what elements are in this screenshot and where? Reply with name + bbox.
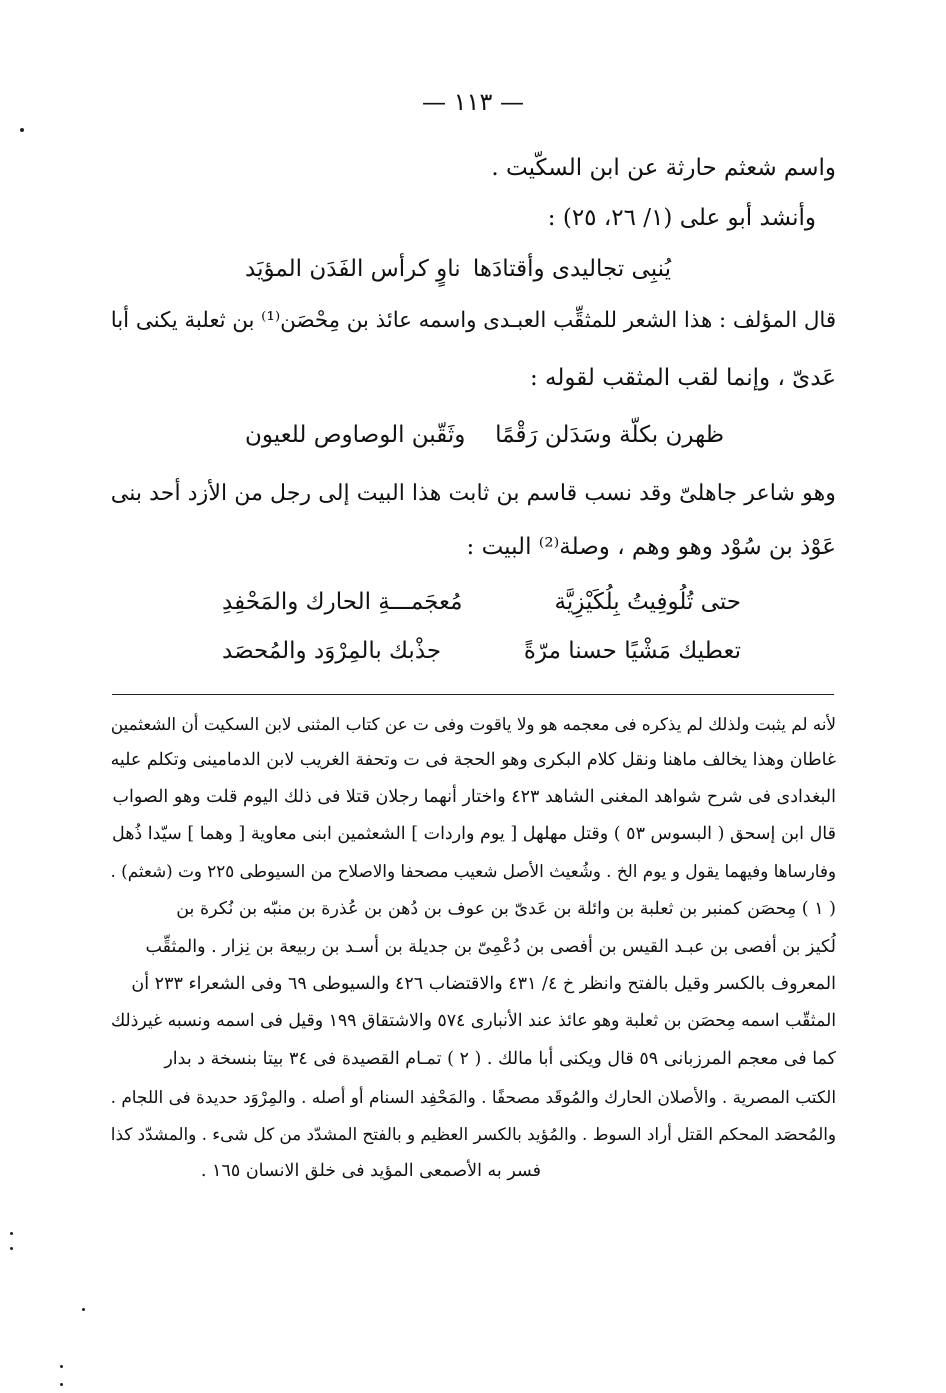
footnote-line: والمُحصَد المحكم القتل أراد السوط . والمُؤيد بالكسر العظيم و بالفتح المشدّد من كل شىء . والمشدّد كذا	[110, 1124, 836, 1144]
footnote-line: قال ابن إسحق ( البسوس ٥٣ ) وقتل مهلهل [ يوم واردات ] الشعثمين ابنى معاوية [ وهما ] سيّدا ذُهل	[111, 824, 836, 844]
verse-hemistich-right: يُنبِى تجاليدى وأقتادَها	[472, 256, 671, 282]
body-line: عَدىّ ، وإنما لقب المثقب لقوله :	[530, 365, 836, 391]
verse-hemistich-left: ناوٍ كرأس الفَدَن المؤيَد	[245, 256, 461, 282]
footnote-line: فسر به الأصمعى المؤيد فى خلق الانسان ١٦٥ .	[200, 1161, 541, 1181]
body-line: قال المؤلف : هذا الشعر للمثقِّب العبـدى واسمه عائذ بن مِحْصَن⁽¹⁾ بن ثعلبة يكنى أبا	[110, 308, 836, 333]
footnote-line: كما فى معجم المرزبانى ٥٩ قال ويكنى أبا مالك . ( ٢ ) تمـام القصيدة فى ٣٤ بيتا بنسخة د بدار	[164, 1049, 836, 1069]
verse-hemistich-left: جذْبك بالمِرْوَد والمُحصَد	[222, 638, 442, 664]
footnote-line: الكتب المصرية . والأصلان الحارك والمُوقَد مصحفًا . والمَحْفِد السنام أو أصله . والمِرْوَد حديدة فى اللجام .	[110, 1087, 836, 1107]
scan-speck	[60, 1383, 63, 1386]
scan-speck	[60, 1365, 63, 1368]
body-line: وهو شاعر جاهلىّ وقد نسب قاسم بن ثابت هذا البيت إلى رجل من الأزد أحد بنى	[110, 480, 836, 506]
footnote-line: وفارساها وفيهما يقول و يوم الخ . وشُعيث الأصل شعيب مصحفا والاصلاح من السيوطى ٢٢٥ وت (شعثم) .	[110, 861, 836, 881]
scan-speck	[82, 1308, 85, 1311]
verse-hemistich-right: تعطيك مَشْيًا حسنا مرّةً	[523, 638, 741, 664]
footnote-line: لُكيز بن أفصى بن عبـد القيس بن أفصى بن دُعْمِىّ بن جديلة بن أسـد بن ربيعة بن نِزار . والمثقِّب	[145, 937, 836, 957]
footnote-line: غاطان وهذا يخالف ماهنا ونقل كلام البكرى وهو الحجة فى ت وتحفة الغريب لابن الدمامينى وتكلم عليه	[110, 750, 836, 770]
verse-hemistich-left: وثَقّبن الوصاوص للعيون	[245, 422, 466, 448]
scan-speck	[10, 1232, 13, 1235]
body-line: وأنشد أبو على (١/ ٢٦، ٢٥) :	[547, 205, 816, 231]
verse-hemistich-right: حتى تُلُوفِيتُ بِلُكَيْزِيَّة	[554, 589, 741, 615]
verse-hemistich-right: ظهرن بكلّة وسَدَلن رَقْمًا	[495, 422, 724, 448]
scan-speck	[20, 128, 24, 132]
footnote-line: لأنه لم يثبت ولذلك لم يذكره فى معجمه هو ولا ياقوت وفى ت عن كتاب المثنى لابن السكيت أن الشعثمين	[110, 714, 836, 734]
footnote-line: البغدادى فى شرح شواهد المغنى الشاهد ٤٢٣ واختار أنهما رجلان قتلا فى ذلك اليوم قلت وهو الصواب	[112, 787, 836, 807]
body-line: واسم شعثم حارثة عن ابن السكّيت .	[491, 155, 836, 181]
footnote-line: المثقّب اسمه مِحصَن بن ثعلبة وهو عائذ عند الأنبارى ٥٧٤ والاشتقاق ١٩٩ وقيل فى اسمه ونسبه غيرذلك	[110, 1011, 836, 1031]
footnote-divider	[112, 694, 834, 695]
verse-hemistich-left: مُعجَمـــةِ الحارك والمَحْفِدِ	[222, 589, 463, 615]
footnote-line: المعروف بالكسر وقيل بالفتح وانظر خ ٤/ ٤٣١ والاقتضاب ٤٢٦ والسيوطى ٦٩ وفى الشعراء ٢٣٣ أن	[131, 974, 836, 994]
footnote-line: ( ١ ) مِحصَن كمنبر بن ثعلبة بن وائلة بن عَدىّ بن عوف بن دُهن بن عُذرة بن منبّه بن نُكرة بن	[176, 899, 836, 919]
body-line: عَوْذ بن سُوْد وهو وهم ، وصلة⁽²⁾ البيت :	[466, 534, 836, 560]
scan-speck	[10, 1247, 13, 1250]
page-number: — ١١٣ —	[422, 88, 524, 116]
